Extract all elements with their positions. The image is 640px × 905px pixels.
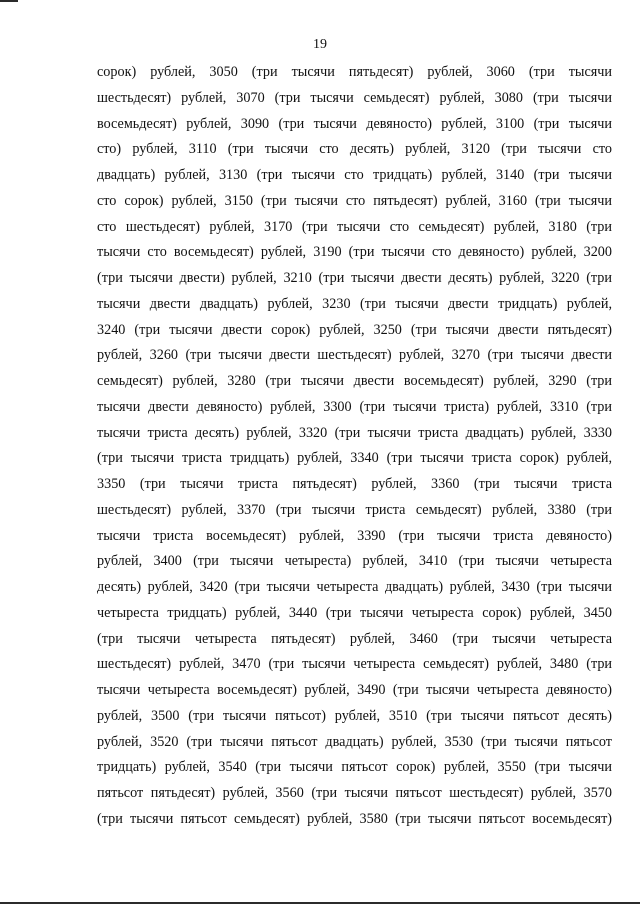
- text-line: сто шестьдесят) рублей, 3170 (три тысячи сто семьдесят) рублей, 3180 (три: [97, 218, 612, 235]
- page-number: 19: [313, 37, 327, 52]
- text-line: тысячи сто восемьдесят) рублей, 3190 (три тысячи сто девяносто) рублей, 3200: [97, 244, 612, 261]
- text-line: тысячи двести девяносто) рублей, 3300 (три тысячи триста) рублей, 3310 (три: [97, 398, 612, 415]
- text-line: тысячи триста восемьдесят) рублей, 3390 (три тысячи триста девяносто): [97, 527, 612, 544]
- text-line: двадцать) рублей, 3130 (три тысячи сто тридцать) рублей, 3140 (три тысячи: [97, 167, 612, 183]
- scan-edge-top-mark: [0, 0, 18, 2]
- text-line: тысячи двести двадцать) рублей, 3230 (три тысячи двести тридцать) рублей,: [97, 295, 612, 312]
- text-line: (три тысячи триста тридцать) рублей, 3340 (три тысячи триста сорок) рублей,: [97, 450, 612, 467]
- text-line: (три тысячи двести) рублей, 3210 (три тысячи двести десять) рублей, 3220 (три: [97, 270, 612, 286]
- text-line: семьдесят) рублей, 3280 (три тысячи двести восемьдесят) рублей, 3290 (три: [97, 373, 612, 389]
- text-line: рублей, 3500 (три тысячи пятьсот) рублей, 3510 (три тысячи пятьсот десять): [97, 707, 612, 724]
- text-line: 3350 (три тысячи триста пятьдесят) рублей, 3360 (три тысячи триста: [97, 476, 612, 492]
- text-line: тысячи четыреста восемьдесят) рублей, 3490 (три тысячи четыреста девяносто): [97, 682, 612, 698]
- scan-edge-bottom: [0, 902, 640, 904]
- text-line: рублей, 3260 (три тысячи двести шестьдесят) рублей, 3270 (три тысячи двести: [97, 347, 612, 364]
- text-line: десять) рублей, 3420 (три тысячи четыреста двадцать) рублей, 3430 (три тысячи: [97, 579, 612, 595]
- text-line: пятьсот пятьдесят) рублей, 3560 (три тысячи пятьсот шестьдесят) рублей, 3570: [97, 785, 612, 801]
- text-line: (три тысячи четыреста пятьдесят) рублей, 3460 (три тысячи четыреста: [97, 630, 612, 647]
- text-line: тридцать) рублей, 3540 (три тысячи пятьсот сорок) рублей, 3550 (три тысячи: [97, 759, 612, 776]
- text-line: сто сорок) рублей, 3150 (три тысячи сто пятьдесят) рублей, 3160 (три тысячи: [97, 192, 612, 209]
- text-line: сорок) рублей, 3050 (три тысячи пятьдесят) рублей, 3060 (три тысячи: [97, 64, 612, 80]
- text-line: 3240 (три тысячи двести сорок) рублей, 3250 (три тысячи двести пятьдесят): [97, 321, 612, 338]
- text-line: шестьдесят) рублей, 3070 (три тысячи семьдесят) рублей, 3080 (три тысячи: [97, 89, 612, 106]
- text-line: тысячи триста десять) рублей, 3320 (три тысячи триста двадцать) рублей, 3330: [97, 424, 612, 441]
- text-line: шестьдесят) рублей, 3370 (три тысячи триста семьдесят) рублей, 3380 (три: [97, 501, 612, 518]
- text-line: четыреста тридцать) рублей, 3440 (три тысячи четыреста сорок) рублей, 3450: [97, 604, 612, 621]
- text-line: рублей, 3400 (три тысячи четыреста) рублей, 3410 (три тысячи четыреста: [97, 553, 612, 570]
- body-text: [97, 60, 612, 833]
- text-line: рублей, 3520 (три тысячи пятьсот двадцать) рублей, 3530 (три тысячи пятьсот: [97, 733, 612, 750]
- text-line: восемьдесят) рублей, 3090 (три тысячи девяносто) рублей, 3100 (три тысячи: [97, 115, 612, 132]
- text-line: шестьдесят) рублей, 3470 (три тысячи четыреста семьдесят) рублей, 3480 (три: [97, 656, 612, 673]
- text-line: (три тысячи пятьсот семьдесят) рублей, 3580 (три тысячи пятьсот восемьдесят): [97, 810, 612, 827]
- text-line: сто) рублей, 3110 (три тысячи сто десять) рублей, 3120 (три тысячи сто: [97, 141, 612, 158]
